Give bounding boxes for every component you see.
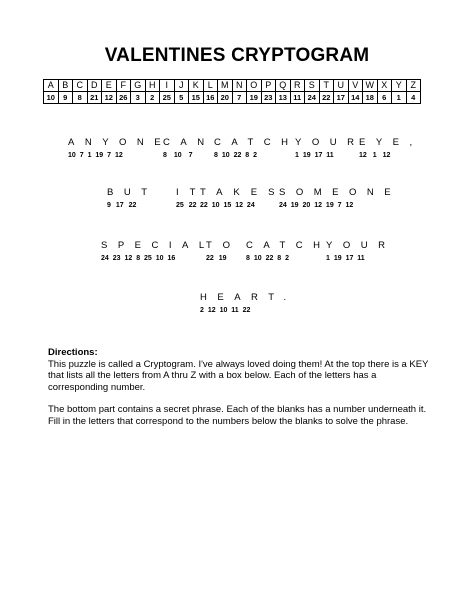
- key-number-cell: 5: [174, 92, 189, 104]
- key-letter-cell: R: [290, 80, 305, 92]
- word-numbers: 1 19 17 11: [326, 255, 365, 262]
- key-letter-cell: Z: [406, 80, 421, 92]
- key-letters-row: [44, 80, 421, 92]
- word-letters: BUT: [107, 187, 158, 198]
- key-letter-cell: N: [232, 80, 247, 92]
- page-title: VALENTINES CRYPTOGRAM: [104, 45, 370, 66]
- key-letter-cell: S: [305, 80, 320, 92]
- key-letter-cell: B: [58, 80, 73, 92]
- key-number-cell: 15: [189, 92, 204, 104]
- key-letter-cell: V: [348, 80, 363, 92]
- key-letter-cell: X: [377, 80, 392, 92]
- word-letters: CATCH: [214, 137, 299, 148]
- word-numbers: 1 19 17 11: [295, 152, 334, 159]
- key-number-cell: 18: [363, 92, 378, 104]
- key-letter-cell: E: [102, 80, 117, 92]
- word-letters: HEART.: [200, 292, 297, 303]
- word-numbers: 2 12 10 11 22: [200, 307, 251, 314]
- word-letters: SPECIAL: [101, 240, 215, 251]
- key-number-cell: 8: [73, 92, 88, 104]
- word-letters: SOMEONE: [279, 187, 402, 198]
- word-numbers: 8 10 22 8 2: [214, 152, 258, 159]
- word-numbers: 22 10 15 12 24: [200, 202, 255, 209]
- key-number-cell: 1: [392, 92, 407, 104]
- key-letter-cell: W: [363, 80, 378, 92]
- key-number-cell: 17: [334, 92, 349, 104]
- word-numbers: 24 23 12 8 25 10 16: [101, 255, 176, 262]
- key-letter-cell: P: [261, 80, 276, 92]
- directions-paragraph-1: This puzzle is called a Cryptogram. I've always loved doing them! At the top there is a KEY that lists all the letters from A thru Z with a box below. Each of the letters has a corresponding number.: [48, 358, 429, 393]
- key-letter-cell: O: [247, 80, 262, 92]
- word-numbers: 12 1 12: [359, 152, 391, 159]
- key-number-cell: 14: [348, 92, 363, 104]
- word-numbers: 9 17 22: [107, 202, 137, 209]
- key-number-cell: 24: [305, 92, 320, 104]
- key-letter-cell: A: [44, 80, 59, 92]
- key-number-cell: 16: [203, 92, 218, 104]
- key-letter-cell: H: [145, 80, 160, 92]
- word-numbers: 8 10 7: [163, 152, 193, 159]
- key-letter-cell: D: [87, 80, 102, 92]
- word-letters: ANYONE: [68, 137, 172, 148]
- key-letter-cell: C: [73, 80, 88, 92]
- key-number-cell: 26: [116, 92, 131, 104]
- key-numbers-row: [44, 92, 421, 104]
- key-number-cell: 11: [290, 92, 305, 104]
- key-number-cell: 12: [102, 92, 117, 104]
- key-letter-cell: J: [174, 80, 189, 92]
- key-letter-cell: M: [218, 80, 233, 92]
- key-letter-cell: L: [203, 80, 218, 92]
- word-numbers: 10 7 1 19 7 12: [68, 152, 123, 159]
- word-letters: IT: [176, 187, 207, 198]
- key-number-cell: 23: [261, 92, 276, 104]
- word-numbers: 8 10 22 8 2: [246, 255, 290, 262]
- key-letter-cell: G: [131, 80, 146, 92]
- key-letter-cell: Q: [276, 80, 291, 92]
- key-letter-cell: F: [116, 80, 131, 92]
- word-letters: CAN: [163, 137, 215, 148]
- key-letter-cell: U: [334, 80, 349, 92]
- word-letters: CATCH: [246, 240, 331, 251]
- key-number-cell: 25: [160, 92, 175, 104]
- key-letter-cell: T: [319, 80, 334, 92]
- key-number-cell: 4: [406, 92, 421, 104]
- word-numbers: 24 19 20 12 19 7 12: [279, 202, 354, 209]
- key-number-cell: 9: [58, 92, 73, 104]
- key-number-cell: 19: [247, 92, 262, 104]
- word-letters: TAKES: [200, 187, 286, 198]
- key-number-cell: 2: [145, 92, 160, 104]
- word-numbers: 25 22: [176, 202, 197, 209]
- word-letters: TO: [206, 240, 242, 251]
- key-number-cell: 13: [276, 92, 291, 104]
- word-letters: EYE,: [359, 137, 423, 148]
- key-number-cell: 10: [44, 92, 59, 104]
- directions-heading: Directions:: [48, 347, 98, 358]
- directions-section: [48, 347, 434, 438]
- word-letters: YOUR: [326, 240, 396, 251]
- key-number-cell: 20: [218, 92, 233, 104]
- key-letter-cell: I: [160, 80, 175, 92]
- key-number-cell: 7: [232, 92, 247, 104]
- key-letter-cell: Y: [392, 80, 407, 92]
- key-number-cell: 21: [87, 92, 102, 104]
- key-number-cell: 6: [377, 92, 392, 104]
- key-number-cell: 22: [319, 92, 334, 104]
- word-numbers: 22 19: [206, 255, 227, 262]
- key-letter-cell: K: [189, 80, 204, 92]
- key-number-cell: 3: [131, 92, 146, 104]
- word-letters: YOUR: [295, 137, 365, 148]
- cipher-key-table: [43, 79, 421, 104]
- directions-paragraph-2: The bottom part contains a secret phrase. Each of the blanks has a number underneath it. Fill in the letters that correspond to the numbers below the blanks to solve the phrase.: [48, 404, 427, 427]
